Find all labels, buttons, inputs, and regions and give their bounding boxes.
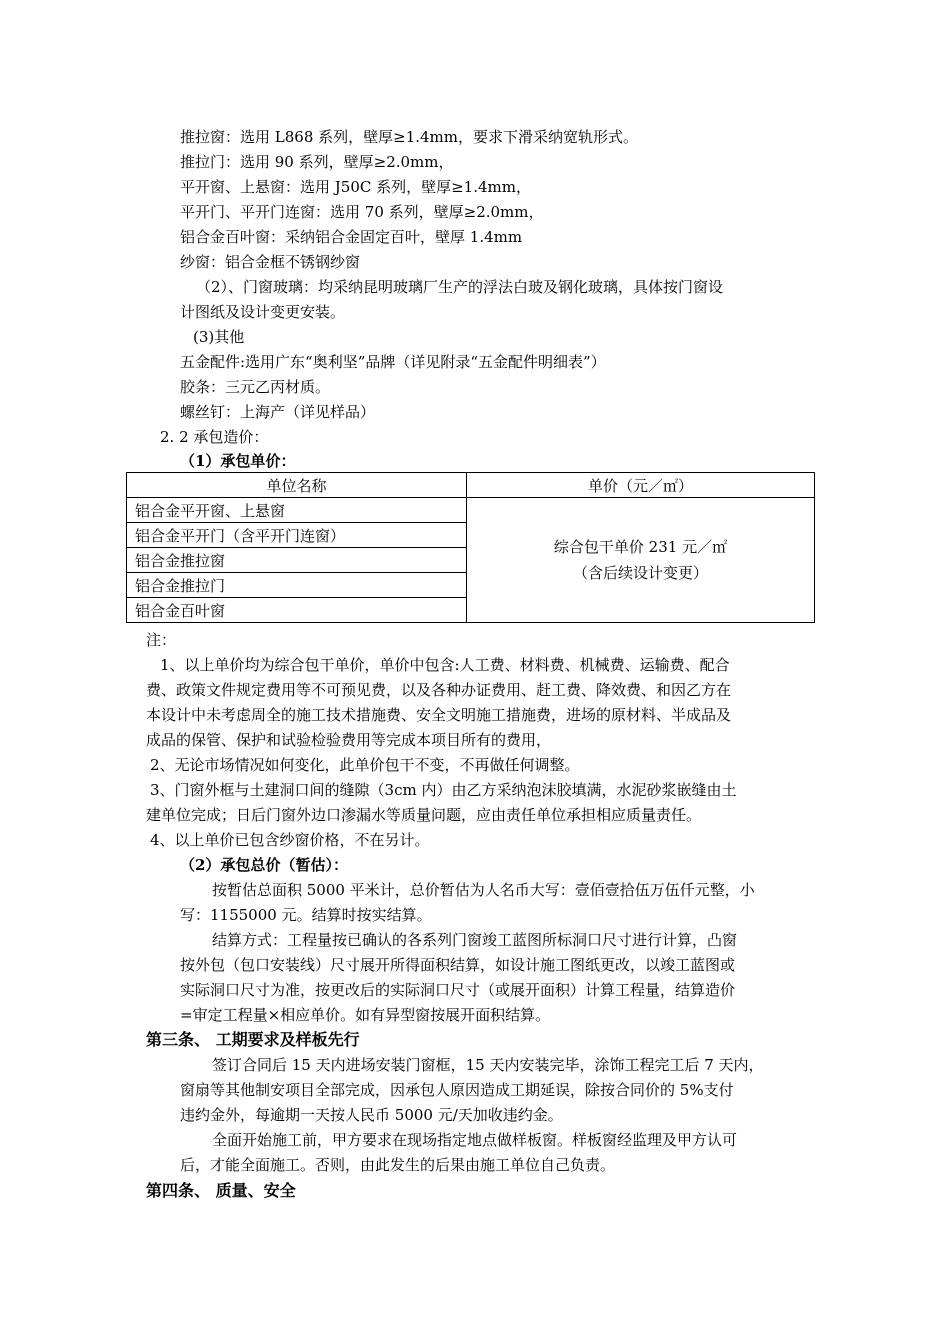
row-name: 铝合金推拉窗 (127, 548, 467, 573)
table-row (127, 498, 815, 523)
spec-line: 推拉门：选用 90 系列，壁厚≥2.0mm， (180, 153, 454, 171)
note-line: 本设计中未考虑周全的施工技术措施费、安全文明施工措施费，进场的原材料、半成品及 (146, 706, 732, 724)
other-item: 五金配件:选用广东“奥利坚”品牌（详见附录“五金配件明细表”） (180, 353, 606, 371)
settlement-line: 结算方式：工程量按已确认的各系列门窗竣工蓝图所标洞口尺寸进行计算，凸窗 (212, 931, 738, 949)
row-name: 铝合金推拉门 (127, 573, 467, 598)
spec-line: 纱窗：铝合金框不锈钢纱窗 (180, 253, 361, 271)
header-name: 单位名称 (127, 473, 467, 498)
unit-price-heading: （1）承包单价： (180, 452, 296, 470)
article-4-title: 第四条、 质量、安全 (146, 1181, 296, 1200)
article-3-title: 第三条、 工期要求及样板先行 (146, 1030, 360, 1049)
glass-line: 计图纸及设计变更安装。 (180, 303, 346, 321)
section-heading: 2. 2 承包造价： (160, 428, 269, 446)
combined-price-cell (467, 498, 815, 623)
article-3-line: 窗扇等其他制安项目全部完成，因承包人原因造成工期延误，除按合同价的 5%支付 (180, 1081, 734, 1099)
note-line: 费、政策文件规定费用等不可预见费，以及各种办证费用、赶工费、降效费、和因乙方在 (146, 681, 732, 699)
settlement-line: 按外包（包口安装线）尺寸展开所得面积结算，如设计施工图纸更改，以竣工蓝图或 (180, 956, 736, 974)
note-line: 成品的保管、保护和试验检验费用等完成本项目所有的费用， (146, 731, 552, 749)
spec-line: 平开窗、上悬窗：选用 J50C 系列，壁厚≥1.4mm， (180, 178, 531, 196)
spec-line: 推拉窗：选用 L868 系列，壁厚≥1.4mm，要求下滑采纳宽轨形式。 (180, 128, 639, 146)
row-name: 铝合金平开窗、上悬窗 (127, 498, 467, 523)
table-header-row (127, 473, 815, 498)
note-line: 3、门窗外框与土建洞口间的缝隙（3cm 内）由乙方采纳泡沫胶填满，水泥砂浆嵌缝由土 (150, 781, 737, 799)
glass-line: （2）、门窗玻璃：均采纳昆明玻璃厂生产的浮法白玻及钢化玻璃，具体按门窗设 (196, 278, 724, 296)
price-line: 综合包干单价 231 元／㎡ (553, 538, 728, 556)
article-3-line: 签订合同后 15 天内进场安装门窗框，15 天内安装完毕，涂饰工程完工后 7 天内， (212, 1056, 764, 1074)
other-item: 胶条：三元乙丙材质。 (180, 378, 331, 396)
article-3-line: 后，才能全面施工。否则，由此发生的后果由施工单位自己负责。 (180, 1156, 616, 1174)
price-note: （含后续设计变更） (572, 564, 708, 582)
note-line: 4、以上单价已包含纱窗价格，不在另计。 (150, 831, 430, 849)
article-3-line: 全面开始施工前，甲方要求在现场指定地点做样板窗。样板窗经监理及甲方认可 (212, 1131, 738, 1149)
other-item: 螺丝钉：上海产（详见样品） (180, 403, 376, 421)
other-heading: (3)其他 (193, 328, 245, 346)
notes-label: 注： (146, 631, 177, 649)
note-line: 建单位完成；日后门窗外边口渗漏水等质量问题，应由责任单位承担相应质量责任。 (146, 806, 702, 824)
note-line: 1、以上单价均为综合包干单价，单价中包含:人工费、材料费、机械费、运输费、配合 (160, 656, 730, 674)
settlement-line: =审定工程量×相应单价。如有异型窗按展开面积结算。 (180, 1006, 551, 1024)
row-name: 铝合金百叶窗 (127, 598, 467, 623)
spec-line: 铝合金百叶窗：采纳铝合金固定百叶，壁厚 1.4mm (180, 228, 523, 246)
total-line: 写：1155000 元。结算时按实结算。 (180, 906, 432, 924)
total-line: 按暂估总面积 5000 平米计，总价暂估为人名币大写：壹佰壹拾伍万伍仟元整，小 (212, 881, 755, 899)
unit-price-table (126, 472, 815, 623)
total-heading: （2）承包总价（暂估）： (180, 856, 348, 874)
article-3-line: 违约金外，每逾期一天按人民币 5000 元/天加收违约金。 (180, 1106, 563, 1124)
spec-line: 平开门、平开门连窗：选用 70 系列，壁厚≥2.0mm， (180, 203, 544, 221)
note-line: 2、无论市场情况如何变化，此单价包干不变，不再做任何调整。 (150, 756, 580, 774)
settlement-line: 实际洞口尺寸为准，按更改后的实际洞口尺寸（或展开面积）计算工程量，结算造价 (180, 981, 736, 999)
row-name: 铝合金平开门（含平开门连窗） (127, 523, 467, 548)
header-price: 单价（元／㎡） (467, 473, 815, 498)
